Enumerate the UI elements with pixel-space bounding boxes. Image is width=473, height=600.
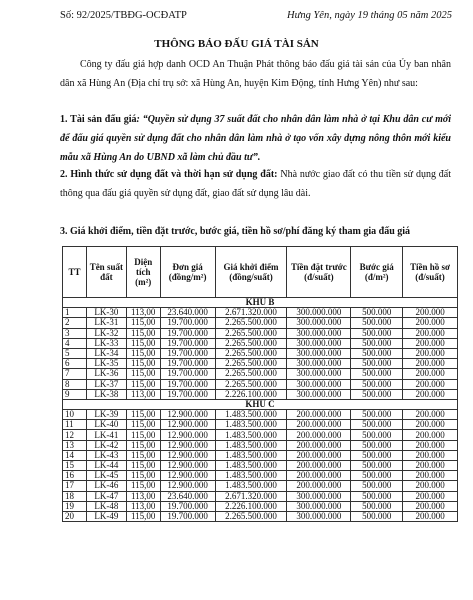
- table-row: [63, 318, 458, 328]
- table-row: [63, 420, 458, 430]
- cell-unit-price: 19.700.000: [160, 379, 215, 389]
- section-name: KHU B: [63, 298, 458, 308]
- table-row: [63, 481, 458, 491]
- cell-fee: 200.000: [403, 348, 458, 358]
- section-1-label: 1. Tài sản đấu giá: [60, 114, 137, 125]
- cell-unit-price: 23.640.000: [160, 308, 215, 318]
- section-1-text: : “Quyền sử dụng 37 suất đất cho nhân dân làm nhà ở tại Khu dân cư mới để đấu giá quyền sử dụng đất cho nhân dân làm nhà ở tạo vốn xây dựng nông thôn mới kiểu mẫu xã Hùng An do UBND xã làm chủ đầu tư”.: [60, 114, 452, 163]
- table-header-row: [63, 247, 458, 298]
- cell-start-price: 2.265.500.000: [215, 328, 287, 338]
- auction-price-table: [62, 246, 458, 522]
- cell-start-price: 1.483.500.000: [215, 450, 287, 460]
- cell-start-price: 2.671.320.000: [215, 491, 287, 501]
- cell-tt: 20: [63, 511, 87, 521]
- cell-fee: 200.000: [403, 491, 458, 501]
- cell-start-price: 2.265.500.000: [215, 379, 287, 389]
- cell-step: 500.000: [351, 420, 403, 430]
- table-row: [63, 338, 458, 348]
- cell-lot: LK-30: [86, 308, 126, 318]
- cell-fee: 200.000: [403, 389, 458, 399]
- cell-unit-price: 12.900.000: [160, 481, 215, 491]
- table-row: [63, 328, 458, 338]
- cell-deposit: 300.000.000: [287, 491, 351, 501]
- cell-step: 500.000: [351, 511, 403, 521]
- table-row: [63, 450, 458, 460]
- cell-deposit: 200.000.000: [287, 420, 351, 430]
- header-area: Diện tích (m²): [126, 247, 160, 298]
- cell-tt: 1: [63, 308, 87, 318]
- section-3-heading: 3. Giá khởi điểm, tiền đặt trước, bước giá, tiền hồ sơ/phí đăng ký tham gia đấu giá: [60, 226, 411, 237]
- cell-fee: 200.000: [403, 318, 458, 328]
- cell-tt: 17: [63, 481, 87, 491]
- cell-unit-price: 12.900.000: [160, 430, 215, 440]
- cell-step: 500.000: [351, 410, 403, 420]
- cell-deposit: 300.000.000: [287, 318, 351, 328]
- table-row: [63, 369, 458, 379]
- cell-unit-price: 19.700.000: [160, 338, 215, 348]
- cell-area: 113,00: [126, 501, 160, 511]
- cell-step: 500.000: [351, 348, 403, 358]
- cell-tt: 3: [63, 328, 87, 338]
- header-step: Bước giá (đ/m²): [351, 247, 403, 298]
- cell-tt: 4: [63, 338, 87, 348]
- cell-fee: 200.000: [403, 501, 458, 511]
- cell-step: 500.000: [351, 389, 403, 399]
- cell-deposit: 300.000.000: [287, 348, 351, 358]
- cell-start-price: 2.265.500.000: [215, 338, 287, 348]
- cell-unit-price: 19.700.000: [160, 511, 215, 521]
- cell-lot: LK-48: [86, 501, 126, 511]
- cell-lot: LK-34: [86, 348, 126, 358]
- table-body: [63, 298, 458, 522]
- cell-fee: 200.000: [403, 308, 458, 318]
- section-2-text: Nhà nước giao đất có thu tiền sử dụng đất thông qua đấu giá quyền sử dụng đất, giao đất sử dụng lâu dài.: [60, 169, 452, 199]
- cell-fee: 200.000: [403, 359, 458, 369]
- cell-start-price: 2.265.500.000: [215, 359, 287, 369]
- cell-lot: LK-37: [86, 379, 126, 389]
- cell-area: 115,00: [126, 318, 160, 328]
- cell-step: 500.000: [351, 328, 403, 338]
- cell-unit-price: 23.640.000: [160, 491, 215, 501]
- table-row: [63, 389, 458, 399]
- cell-fee: 200.000: [403, 410, 458, 420]
- cell-start-price: 2.265.500.000: [215, 318, 287, 328]
- cell-deposit: 200.000.000: [287, 481, 351, 491]
- cell-unit-price: 19.700.000: [160, 501, 215, 511]
- cell-area: 113,00: [126, 491, 160, 501]
- cell-start-price: 2.265.500.000: [215, 369, 287, 379]
- cell-tt: 8: [63, 379, 87, 389]
- cell-deposit: 300.000.000: [287, 389, 351, 399]
- cell-start-price: 2.226.100.000: [215, 389, 287, 399]
- cell-step: 500.000: [351, 430, 403, 440]
- cell-step: 500.000: [351, 338, 403, 348]
- cell-area: 115,00: [126, 328, 160, 338]
- cell-deposit: 300.000.000: [287, 511, 351, 521]
- cell-tt: 2: [63, 318, 87, 328]
- table-row: [63, 511, 458, 521]
- cell-step: 500.000: [351, 491, 403, 501]
- table-row: [63, 501, 458, 511]
- cell-deposit: 200.000.000: [287, 410, 351, 420]
- header-start-price: Giá khởi điểm (đồng/suất): [215, 247, 287, 298]
- cell-fee: 200.000: [403, 328, 458, 338]
- cell-area: 115,00: [126, 369, 160, 379]
- cell-lot: LK-45: [86, 471, 126, 481]
- cell-area: 113,00: [126, 308, 160, 318]
- cell-start-price: 2.265.500.000: [215, 348, 287, 358]
- header-fee: Tiền hồ sơ (đ/suất): [403, 247, 458, 298]
- cell-tt: 14: [63, 450, 87, 460]
- table-row: [63, 348, 458, 358]
- cell-area: 115,00: [126, 348, 160, 358]
- cell-step: 500.000: [351, 440, 403, 450]
- cell-area: 115,00: [126, 420, 160, 430]
- table-row: [63, 461, 458, 471]
- header-unit-price: Đơn giá (đồng/m²): [160, 247, 215, 298]
- cell-deposit: 200.000.000: [287, 461, 351, 471]
- table-section-row: [63, 399, 458, 409]
- cell-tt: 7: [63, 369, 87, 379]
- table-row: [63, 410, 458, 420]
- cell-fee: 200.000: [403, 511, 458, 521]
- cell-unit-price: 12.900.000: [160, 461, 215, 471]
- cell-tt: 5: [63, 348, 87, 358]
- cell-unit-price: 19.700.000: [160, 318, 215, 328]
- cell-area: 115,00: [126, 338, 160, 348]
- cell-tt: 18: [63, 491, 87, 501]
- cell-area: 115,00: [126, 481, 160, 491]
- cell-tt: 10: [63, 410, 87, 420]
- cell-fee: 200.000: [403, 420, 458, 430]
- cell-lot: LK-39: [86, 410, 126, 420]
- cell-step: 500.000: [351, 359, 403, 369]
- section-1-paragraph: [60, 110, 451, 167]
- cell-step: 500.000: [351, 308, 403, 318]
- cell-deposit: 300.000.000: [287, 379, 351, 389]
- cell-area: 113,00: [126, 389, 160, 399]
- header-lot: Tên suất đất: [86, 247, 126, 298]
- cell-lot: LK-49: [86, 511, 126, 521]
- cell-start-price: 2.671.320.000: [215, 308, 287, 318]
- header-deposit: Tiền đặt trước (đ/suất): [287, 247, 351, 298]
- cell-unit-price: 19.700.000: [160, 389, 215, 399]
- intro-paragraph: Công ty đấu giá hợp danh OCD An Thuận Phát thông báo đấu giá tài sản của Ủy ban nhân dân xã Hùng An (Địa chỉ trụ sở: xã Hùng An, huyện Kim Động, tỉnh Hưng Yên) như sau:: [60, 59, 451, 89]
- table-row: [63, 440, 458, 450]
- cell-unit-price: 19.700.000: [160, 359, 215, 369]
- cell-fee: 200.000: [403, 369, 458, 379]
- cell-tt: 9: [63, 389, 87, 399]
- cell-unit-price: 12.900.000: [160, 410, 215, 420]
- cell-unit-price: 12.900.000: [160, 450, 215, 460]
- cell-step: 500.000: [351, 461, 403, 471]
- cell-deposit: 200.000.000: [287, 440, 351, 450]
- cell-unit-price: 19.700.000: [160, 328, 215, 338]
- cell-area: 115,00: [126, 461, 160, 471]
- cell-step: 500.000: [351, 379, 403, 389]
- cell-fee: 200.000: [403, 450, 458, 460]
- cell-unit-price: 19.700.000: [160, 369, 215, 379]
- cell-lot: LK-32: [86, 328, 126, 338]
- cell-fee: 200.000: [403, 379, 458, 389]
- cell-lot: LK-43: [86, 450, 126, 460]
- cell-start-price: 1.483.500.000: [215, 481, 287, 491]
- cell-unit-price: 19.700.000: [160, 348, 215, 358]
- cell-fee: 200.000: [403, 461, 458, 471]
- section-name: KHU C: [63, 399, 458, 409]
- cell-deposit: 200.000.000: [287, 430, 351, 440]
- cell-start-price: 1.483.500.000: [215, 461, 287, 471]
- cell-step: 500.000: [351, 481, 403, 491]
- table-row: [63, 471, 458, 481]
- cell-deposit: 200.000.000: [287, 471, 351, 481]
- cell-area: 115,00: [126, 379, 160, 389]
- cell-tt: 16: [63, 471, 87, 481]
- cell-area: 115,00: [126, 511, 160, 521]
- cell-fee: 200.000: [403, 471, 458, 481]
- header-tt: TT: [63, 247, 87, 298]
- cell-area: 115,00: [126, 430, 160, 440]
- table-section-row: [63, 298, 458, 308]
- cell-deposit: 300.000.000: [287, 308, 351, 318]
- cell-start-price: 1.483.500.000: [215, 471, 287, 481]
- cell-lot: LK-44: [86, 461, 126, 471]
- cell-area: 115,00: [126, 471, 160, 481]
- cell-lot: LK-46: [86, 481, 126, 491]
- cell-lot: LK-36: [86, 369, 126, 379]
- cell-step: 500.000: [351, 501, 403, 511]
- cell-deposit: 300.000.000: [287, 338, 351, 348]
- cell-fee: 200.000: [403, 440, 458, 450]
- cell-tt: 6: [63, 359, 87, 369]
- table-row: [63, 308, 458, 318]
- cell-area: 115,00: [126, 410, 160, 420]
- document-number: Số: 92/2025/TBĐG-OCĐATP: [60, 10, 187, 21]
- cell-area: 115,00: [126, 359, 160, 369]
- cell-start-price: 2.226.100.000: [215, 501, 287, 511]
- cell-lot: LK-40: [86, 420, 126, 430]
- cell-deposit: 300.000.000: [287, 501, 351, 511]
- cell-lot: LK-42: [86, 440, 126, 450]
- cell-lot: LK-41: [86, 430, 126, 440]
- cell-fee: 200.000: [403, 338, 458, 348]
- date-line: Hưng Yên, ngày 19 tháng 05 năm 2025: [287, 10, 452, 21]
- table-row: [63, 491, 458, 501]
- cell-deposit: 200.000.000: [287, 450, 351, 460]
- cell-start-price: 1.483.500.000: [215, 440, 287, 450]
- cell-lot: LK-47: [86, 491, 126, 501]
- cell-tt: 12: [63, 430, 87, 440]
- table-row: [63, 379, 458, 389]
- table-row: [63, 359, 458, 369]
- cell-unit-price: 12.900.000: [160, 440, 215, 450]
- cell-fee: 200.000: [403, 481, 458, 491]
- cell-step: 500.000: [351, 450, 403, 460]
- cell-deposit: 300.000.000: [287, 328, 351, 338]
- cell-unit-price: 12.900.000: [160, 471, 215, 481]
- section-2-paragraph: [60, 165, 451, 203]
- table-row: [63, 430, 458, 440]
- cell-deposit: 300.000.000: [287, 369, 351, 379]
- cell-lot: LK-31: [86, 318, 126, 328]
- section-2-label: 2. Hình thức sử dụng đất và thời hạn sử dụng đất:: [60, 169, 278, 180]
- cell-start-price: 1.483.500.000: [215, 430, 287, 440]
- cell-deposit: 300.000.000: [287, 359, 351, 369]
- cell-start-price: 1.483.500.000: [215, 420, 287, 430]
- cell-tt: 11: [63, 420, 87, 430]
- page-title: THÔNG BÁO ĐẤU GIÁ TÀI SẢN: [154, 38, 319, 50]
- cell-lot: LK-33: [86, 338, 126, 348]
- cell-lot: LK-35: [86, 359, 126, 369]
- cell-step: 500.000: [351, 369, 403, 379]
- cell-tt: 13: [63, 440, 87, 450]
- cell-lot: LK-38: [86, 389, 126, 399]
- cell-start-price: 1.483.500.000: [215, 410, 287, 420]
- cell-tt: 15: [63, 461, 87, 471]
- cell-step: 500.000: [351, 471, 403, 481]
- cell-unit-price: 12.900.000: [160, 420, 215, 430]
- cell-tt: 19: [63, 501, 87, 511]
- cell-start-price: 2.265.500.000: [215, 511, 287, 521]
- cell-fee: 200.000: [403, 430, 458, 440]
- cell-area: 115,00: [126, 440, 160, 450]
- cell-step: 500.000: [351, 318, 403, 328]
- cell-area: 115,00: [126, 450, 160, 460]
